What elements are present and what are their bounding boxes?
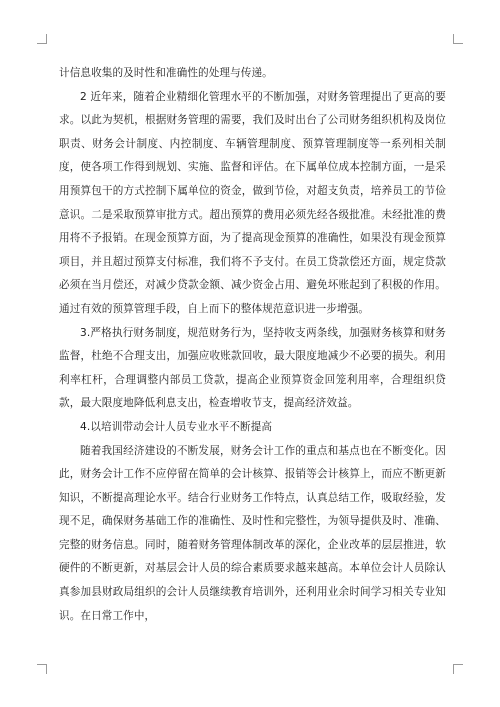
paragraph-continuation: 计信息收集的及时性和准确性的处理与传递。 (59, 67, 273, 79)
crop-mark-top-right (453, 34, 463, 44)
paragraph-budget-management: 2 近年来，随着企业精细化管理水平的不断加强，对财务管理提出了更高的要求。以此为契机，根据财务管理的需要，我们及时出台了公司财务组织机构及岗位职责、财务会计制度、内控制度、车辆管理制度、预算管理制度等一系列相关制度，使各项工作得到规划、实施、监督和评估。在下属单位成本控制方面，一是采用预算包干的方式控制下属单位的资金，做到节俭，对超支负责，培养员工的节俭意识。二是采取预算审批方式。超出预算的费用必须先经各级批准。未经批准的费用将不予报销。在现金预算方面，为了提高现金预算的准确性，如果没有现金预算项目，并且超过预算支付标准，我们将不予支付。在员工贷款偿还方面，规定贷款必须在当月偿还，对减少贷款金额、减少资金占用、避免坏账起到了积极的作用。通过有效的预算管理手段，自上而下的整体规范意识进一步增强。 (59, 90, 446, 315)
crop-mark-top-left (37, 34, 47, 44)
crop-mark-bottom-left (37, 664, 47, 674)
paragraph-professional-development: 随着我国经济建设的不断发展，财务会计工作的重点和基点也在不断变化。因此，财务会计工作不应停留在简单的会计核算、报销等会计核算上，而应不断更新知识，不断提高理论水平。结合行业财务工作特点，认真总结工作，吸取经验，发现不足，确保财务基础工作的准确性、及时性和完整性，为领导提供及时、准确、完整的财务信息。同时，随着财务管理体制改革的深化，企业改革的层层推进，软硬件的不断更新，对基层会计人员的综合素质要求越来越高。本单位会计人员除认真参加县财政局组织的会计人员继续教育培训外，还利用业余时间学习相关专业知识。在日常工作中， (59, 444, 446, 622)
paragraph-financial-system: 3.严格执行财务制度，规范财务行为，坚持收支两条线，加强财务核算和财务监督，杜绝不合理支出，加强应收账款回收，最大限度地减少不必要的损失。利用利率杠杆，合理调整内部员工贷款，提高企业预算资金回笼利用率，合理组织贷款，最大限度地降低利息支出，检查增收节支，提高经济效益。 (59, 326, 446, 410)
document-body (59, 62, 446, 628)
crop-mark-bottom-right (453, 664, 463, 674)
section-heading-training: 4.以培训带动会计人员专业水平不断提高 (80, 420, 273, 433)
